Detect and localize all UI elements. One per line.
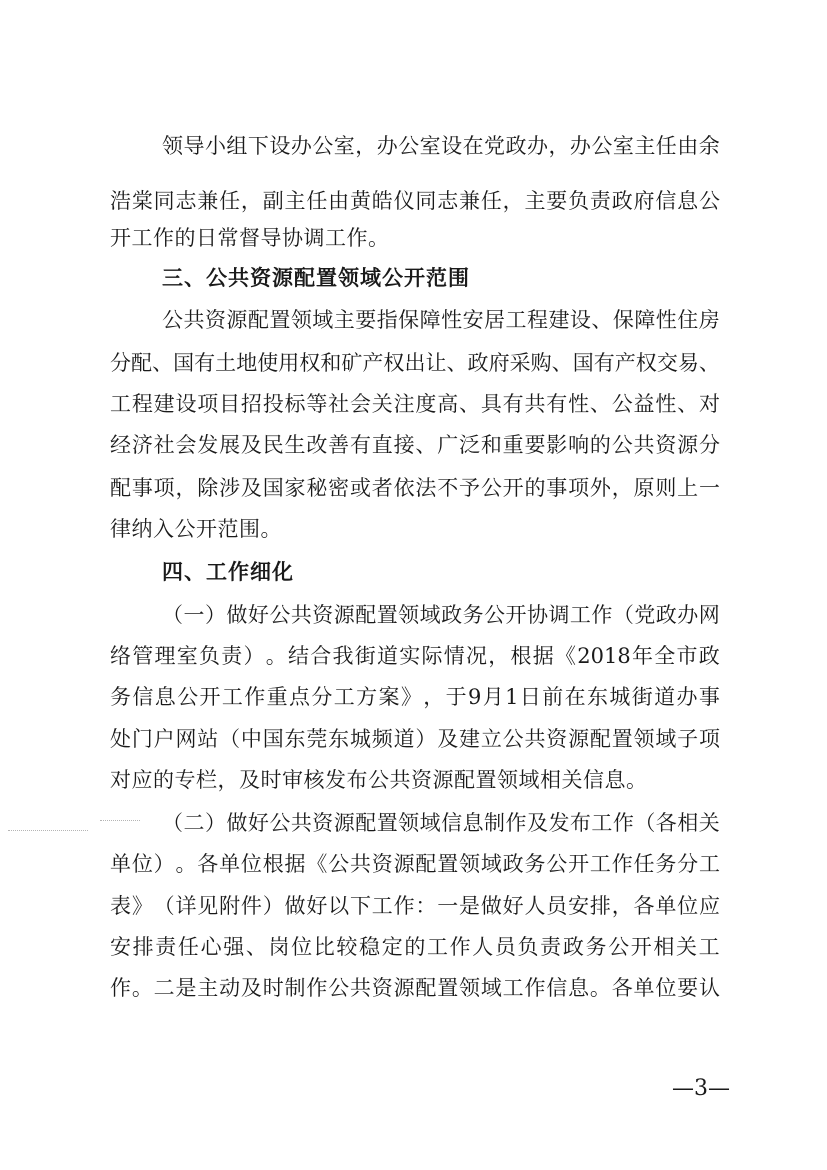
body-line: 作 。 二 是 主 动 及 时 制 作 公 共 资 源 配 置 领 域 工 作 信 息 。 各 单 位 要 认 — [110, 976, 720, 1000]
body-line: 处 门 户 网 站 （ 中 国 东 莞 东 城 频 道 ） 及 建 立 公 共 资 源 配 置 领 域 子 项 — [110, 727, 720, 751]
body-line: 表 》 （ 详 见 附 件 ） 做 好 以 下 工 作 ： 一 是 做 好 人 员 安 排 ， 各 单 位 应 — [110, 894, 720, 918]
body-line: （ 一 ） 做 好 公 共 资 源 配 置 领 域 政 务 公 开 协 调 工 作 （ 党 政 办 网 — [162, 603, 720, 627]
page-number: —3— — [672, 1076, 730, 1101]
scan-speck — [8, 830, 88, 831]
body-line: 领 导 小 组 下 设 办 公 室 ， 办 公 室 设 在 党 政 办 ， 办 公 室 主 任 由 余 — [162, 134, 720, 158]
body-line: 配 事 项 ， 除 涉 及 国 家 秘 密 或 者 依 法 不 予 公 开 的 事 项 外 ， 原 则 上 一 — [110, 476, 720, 500]
body-line: 对应的专栏，及时审核发布公共资源配置领域相关信息。 — [110, 768, 648, 792]
body-line: 络 管 理 室 负 责 ） 。 结 合 我 街 道 实 际 情 况 ， 根 据 《 2018 年 全 市 政 — [110, 644, 720, 668]
body-line: 律纳入公开范围。 — [110, 517, 282, 541]
section-heading: 三、公共资源配置领域公开范围 — [162, 266, 470, 290]
body-line: 分 配 、 国 有 土 地 使 用 权 和 矿 产 权 出 让 、 政 府 采 购 、 国 有 产 权 交 易 、 — [110, 351, 720, 375]
body-line: （ 二 ） 做 好 公 共 资 源 配 置 领 域 信 息 制 作 及 发 布 工 作 （ 各 相 关 — [162, 811, 720, 835]
section-heading: 四、工作细化 — [162, 560, 294, 584]
body-line: 工 程 建 设 项 目 招 投 标 等 社 会 关 注 度 高 、 具 有 共 有 性 、 公 益 性 、 对 — [110, 392, 720, 416]
body-line: 经 济 社 会 发 展 及 民 生 改 善 有 直 接 、 广 泛 和 重 要 影 响 的 公 共 资 源 分 — [110, 433, 720, 457]
body-line: 公 共 资 源 配 置 领 域 主 要 指 保 障 性 安 居 工 程 建 设 、 保 障 性 住 房 — [162, 308, 720, 332]
body-line: 安 排 责 任 心 强 、 岗 位 比 较 稳 定 的 工 作 人 员 负 责 政 务 公 开 相 关 工 — [110, 935, 720, 959]
body-line: 务 信 息 公 开 工 作 重 点 分 工 方 案 》 ， 于 9 月 1 日 前 在 东 城 街 道 办 事 — [110, 685, 720, 709]
scan-speck — [100, 820, 140, 821]
body-line: 开工作的日常督导协调工作。 — [110, 226, 390, 250]
body-line: 单 位 ） 。 各 单 位 根 据 《 公 共 资 源 配 置 领 域 政 务 公 开 工 作 任 务 分 工 — [110, 852, 720, 876]
body-line: 浩 棠 同 志 兼 任 ， 副 主 任 由 黄 皓 仪 同 志 兼 任 ， 主 要 负 责 政 府 信 息 公 — [110, 189, 720, 213]
